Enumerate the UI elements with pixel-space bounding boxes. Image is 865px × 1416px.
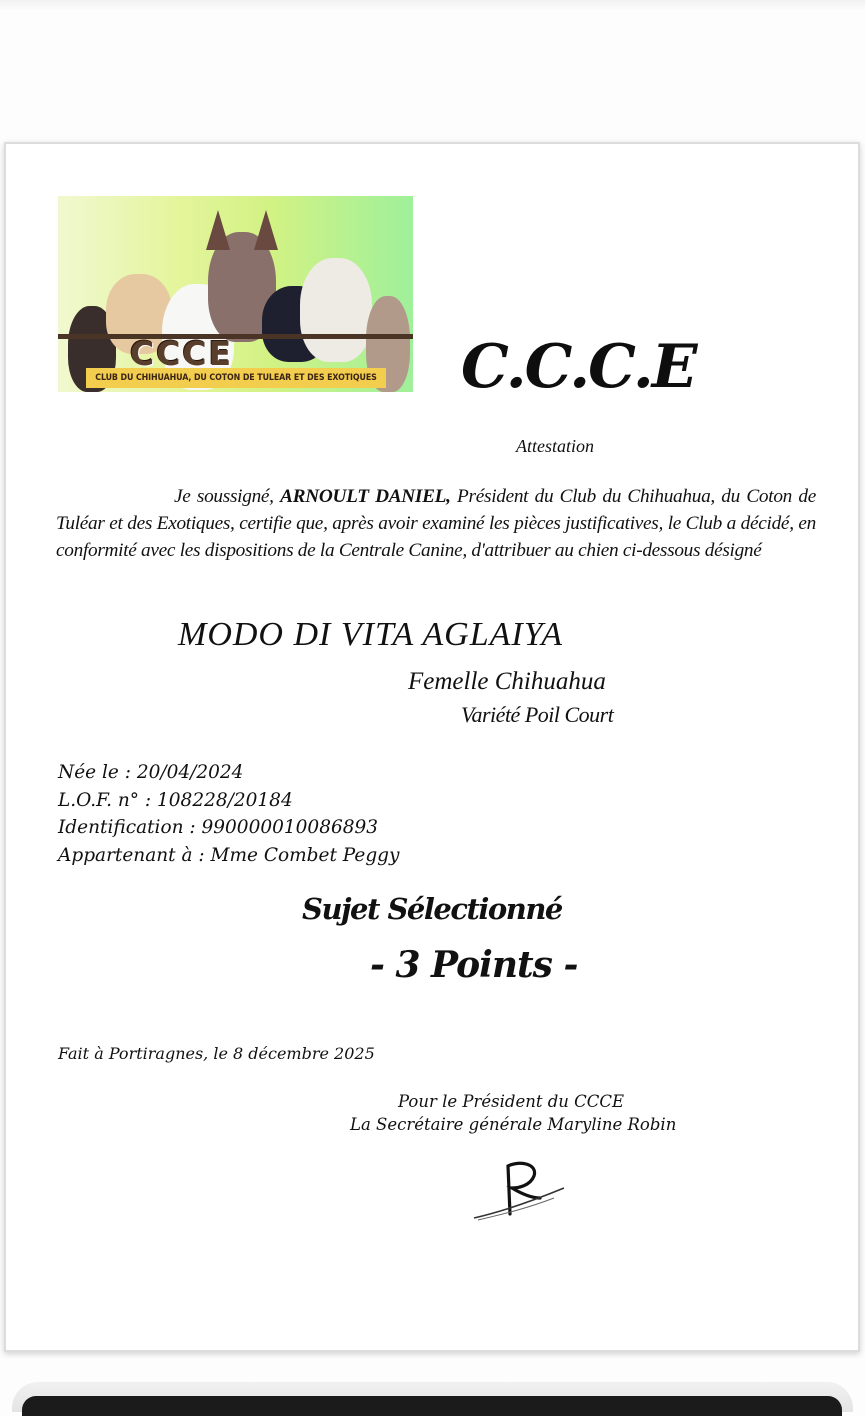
award-status: Sujet Sélectionné: [302, 892, 562, 926]
document-subtitle: Attestation: [516, 436, 594, 456]
top-status-strip: [0, 0, 865, 9]
logo-stripe: [58, 334, 413, 339]
dog-ear: [206, 210, 230, 250]
lof-number: L.O.F. n° : 108228/20184: [58, 789, 293, 811]
signatory-line: La Secrétaire générale Maryline Robin: [350, 1115, 677, 1134]
logo-banner: CLUB DU CHIHUAHUA, DU COTON DE TULEAR ET DES EXOTIQUES: [86, 368, 386, 388]
intro-text: Je soussigné,: [174, 486, 274, 507]
on-behalf-line: Pour le Président du CCCE: [398, 1092, 625, 1111]
dog-name: MODO DI VITA AGLAIYA: [178, 616, 564, 653]
signer-name: ARNOULT DANIEL,: [280, 486, 451, 507]
attestation-paragraph: [56, 483, 816, 564]
signature-icon: [470, 1158, 570, 1224]
owner: Appartenant à : Mme Combet Peggy: [58, 844, 400, 866]
club-logo: [58, 196, 413, 392]
dog-variety: Variété Poil Court: [461, 702, 614, 727]
dog-ear: [254, 210, 278, 250]
logo-acronym: CCCE: [130, 334, 234, 373]
dog-details: [58, 759, 399, 869]
dog-illustration: [300, 258, 372, 362]
place-date: Fait à Portiragnes, le 8 décembre 2025: [58, 1044, 375, 1063]
birth-date: Née le : 20/04/2024: [58, 762, 244, 783]
identification-number: Identification : 990000010086893: [58, 817, 379, 838]
attestation-text: Président du Club du Chihuahua, du Coton de Tuléar et des Exotiques, certifie que, après avoir examiné les pièces justificatives, le Club a décidé, en conformité avec les dispositions de la Centrale Canine, d'attribuer au chien ci-dessous désigné: [56, 486, 816, 561]
dog-sex-breed: Femelle Chihuahua: [408, 668, 606, 695]
award-points: - 3 Points -: [370, 944, 578, 986]
bottom-sheet-handle[interactable]: [22, 1396, 842, 1416]
certificate-document: [4, 142, 860, 1352]
document-title: C.C.C.E: [461, 332, 696, 402]
